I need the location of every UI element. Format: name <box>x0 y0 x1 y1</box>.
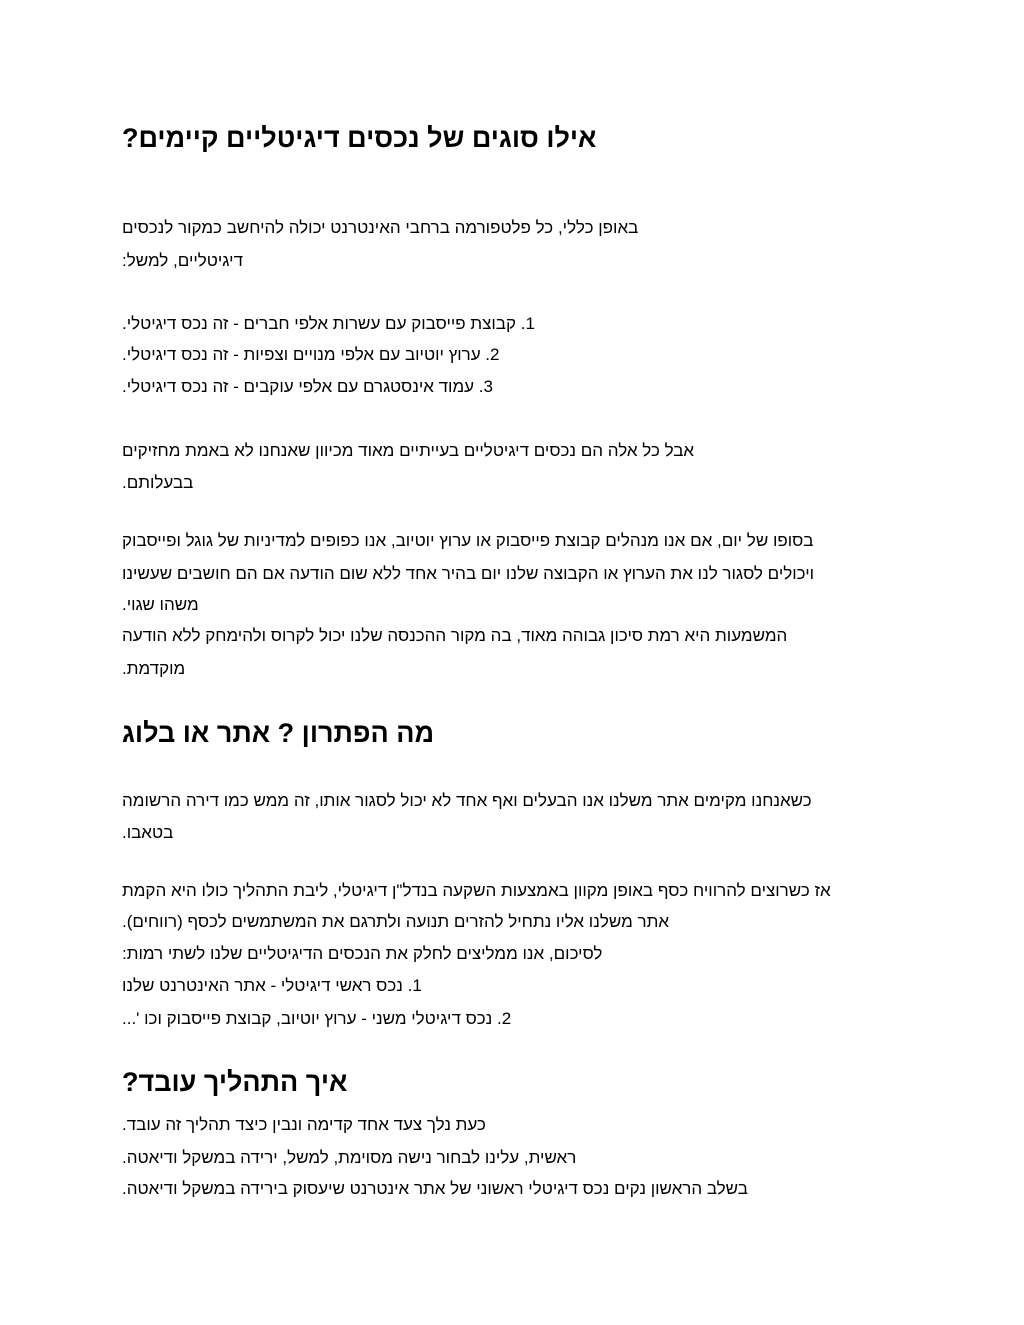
paragraph-line: בסופו של יום, אם אנו מנהלים קבוצת פייסבוק או ערוץ יוטיוב, אנו כפופים למדיניות של גוגל ופייסבוק <box>122 531 814 550</box>
paragraph-line: באופן כללי, כל פלטפורמה ברחבי האינטרנט יכולה להיחשב כמקור לנכסים <box>122 218 639 237</box>
paragraph-line: אז כשרוצים להרוויח כסף באופן מקוון באמצעות השקעה בנדל"ן דיגיטלי, ליבת התהליך כולו היא הקמת <box>122 881 831 900</box>
paragraph-line: כעת נלך צעד אחד קדימה ונבין כיצד תהליך זה עובד. <box>122 1115 486 1134</box>
paragraph-line: לסיכום, אנו ממליצים לחלק את הנכסים הדיגיטליים שלנו לשתי רמות: <box>122 944 603 963</box>
paragraph-line: בבעלותם. <box>122 473 194 492</box>
paragraph-line: משהו שגוי. <box>122 595 199 614</box>
list-item: 3. עמוד אינסטגרם עם אלפי עוקבים - זה נכס דיגיטלי. <box>122 377 493 396</box>
heading-how-it-works: איך התהליך עובד? <box>122 1067 348 1097</box>
heading-solution: מה הפתרון ? אתר או בלוג <box>122 718 435 748</box>
list-item: 1. קבוצת פייסבוק עם עשרות אלפי חברים - זה נכס דיגיטלי. <box>122 314 535 333</box>
paragraph-line: ויכולים לסגור לנו את הערוץ או הקבוצה שלנו יום בהיר אחד ללא שום הודעה אם הם חושבים שעשינו <box>122 564 815 583</box>
paragraph-line: אבל כל אלה הם נכסים דיגיטליים בעייתיים מאוד מכיוון שאנחנו לא באמת מחזיקים <box>122 441 695 460</box>
paragraph-line: מוקדמת. <box>122 659 186 678</box>
paragraph-line: בטאבו. <box>122 823 174 842</box>
paragraph-line: אתר משלנו אליו נתחיל להזרים תנועה ולתרגם את המשתמשים לכסף (רווחים). <box>122 912 669 931</box>
heading-digital-asset-types: אילו סוגים של נכסים דיגיטליים קיימים? <box>122 123 597 153</box>
paragraph-line: המשמעות היא רמת סיכון גבוהה מאוד, בה מקור ההכנסה שלנו יכול לקרוס ולהימחק ללא הודעה <box>122 626 788 645</box>
paragraph-line: ראשית, עלינו לבחור נישה מסוימת, למשל, ירידה במשקל ודיאטה. <box>122 1148 577 1167</box>
list-item: 1. נכס ראשי דיגיטלי - אתר האינטרנט שלנו <box>122 976 422 995</box>
paragraph-line: כשאנחנו מקימים אתר משלנו אנו הבעלים ואף אחד לא יכול לסגור אותו, זה ממש כמו דירה הרשומה <box>122 791 812 810</box>
list-item: 2. נכס דיגיטלי משני - ערוץ יוטיוב, קבוצת פייסבוק וכו '... <box>122 1009 512 1028</box>
list-item: 2. ערוץ יוטיוב עם אלפי מנויים וצפיות - זה נכס דיגיטלי. <box>122 345 500 364</box>
paragraph-line: דיגיטליים, למשל: <box>122 251 243 270</box>
paragraph-line: בשלב הראשון נקים נכס דיגיטלי ראשוני של אתר אינטרנט שיעסוק בירידה במשקל ודיאטה. <box>122 1179 748 1198</box>
